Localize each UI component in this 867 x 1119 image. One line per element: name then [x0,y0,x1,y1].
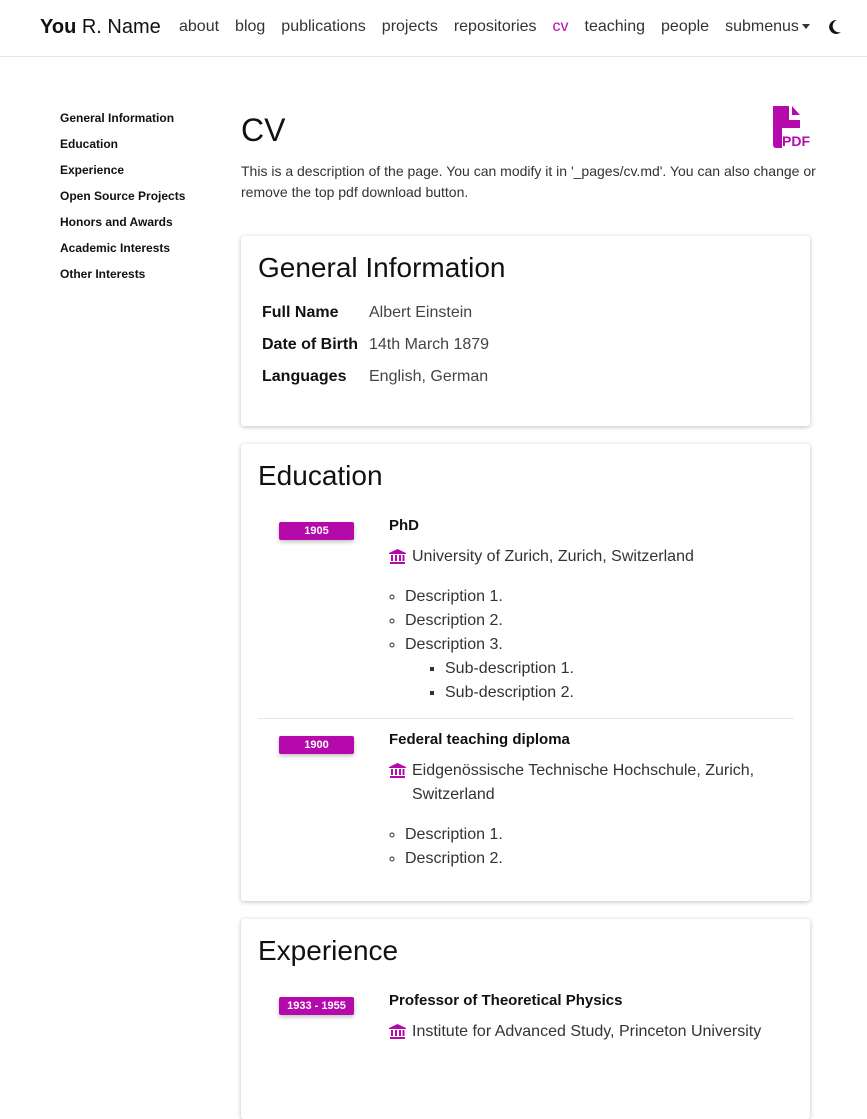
nav-submenus[interactable] [725,18,810,36]
nav-publications[interactable]: publications [281,18,366,35]
toc-open-source-projects[interactable]: Open Source Projects [60,189,186,203]
university-icon [389,763,406,778]
page-description: This is a description of the page. You can modify it in '_pages/cv.md'. You can also change or remove the top pdf download button. [241,163,816,200]
page-title: CV [241,112,286,148]
brand-link[interactable] [40,16,161,39]
info-value: 14th March 1879 [369,336,490,353]
year-badge: 1900 [279,736,354,754]
caret-down-icon [802,24,810,29]
nav-projects[interactable]: projects [381,18,438,35]
description-item: ◦ Description 2. [405,847,769,871]
nav-blog[interactable]: blog [235,18,266,35]
navbar [0,0,867,57]
moon-icon[interactable] [828,19,842,35]
info-key: Date of Birth [262,336,358,353]
description-item: ◦ Description 2. [405,609,789,633]
description-item: ◦ Description 1. [405,823,769,847]
description-text: Description 3. [405,636,503,653]
nav-cv[interactable]: cv [552,18,569,35]
toc-general-information[interactable]: General Information [60,111,175,125]
nav-repositories[interactable]: repositories [453,18,537,35]
toc-academic-interests[interactable]: Academic Interests [60,241,171,255]
general-information-card [241,236,810,426]
toc-experience[interactable]: Experience [60,163,125,177]
year-badge: 1933 - 1955 [279,997,354,1015]
brand-first: You [40,16,77,38]
institution: Institute for Advanced Study, Princeton University [412,1023,762,1040]
divider [258,718,794,719]
education-entry [389,517,789,705]
info-key: Full Name [262,304,339,321]
education-entry [389,731,769,871]
info-value: English, German [369,368,489,385]
description-item [405,633,789,705]
section-title: General Information [258,252,506,283]
svg-text:PDF: PDF [782,133,810,148]
institution: University of Zurich, Zurich, Switzerland [412,548,694,565]
info-row [262,336,489,354]
info-row [262,304,472,322]
entry-title: PhD [389,517,419,534]
info-key: Languages [262,368,347,385]
toc-other-interests[interactable]: Other Interests [60,267,146,281]
institution: Eidgenössische Technische Hochschule, Zurich, Switzerland [412,762,755,803]
experience-card [241,919,810,1119]
university-icon [389,1024,406,1039]
nav-teaching[interactable]: teaching [584,18,646,35]
nav-people[interactable]: people [661,18,710,35]
file-pdf-icon[interactable] [769,106,811,148]
info-row [262,368,488,386]
year-badge: 1905 [279,522,354,540]
nav-about[interactable]: about [179,18,220,35]
section-title: Experience [258,935,399,966]
sidebar-toc [60,110,185,292]
submenus-label: submenus [725,18,799,35]
entry-title: Professor of Theoretical Physics [389,992,623,1009]
experience-entry [389,992,799,1044]
sub-description-item: ▪ Sub-description 1. [445,657,789,681]
education-card [241,444,810,901]
university-icon [389,549,406,564]
info-value: Albert Einstein [369,304,473,321]
brand-rest: R. Name [76,16,161,38]
entry-title: Federal teaching diploma [389,731,570,748]
description-item: ◦ Description 1. [405,585,789,609]
section-title: Education [258,460,383,491]
sub-description-item: ▪ Sub-description 2. [445,681,789,705]
toc-honors-and-awards[interactable]: Honors and Awards [60,215,173,229]
toc-education[interactable]: Education [60,137,119,151]
